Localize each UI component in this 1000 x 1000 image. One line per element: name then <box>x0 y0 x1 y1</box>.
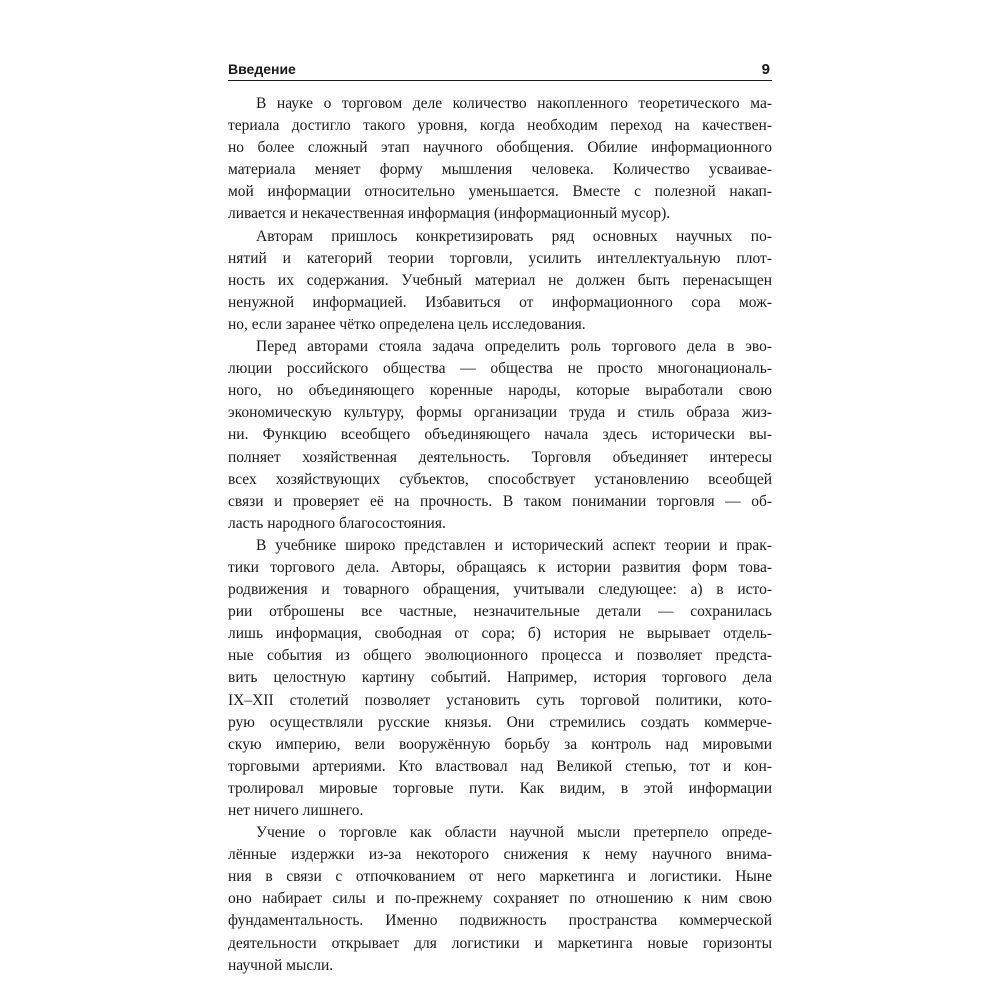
text-line: научной мысли. <box>228 956 334 974</box>
text-line: тролировал мировые торговые пути. Как видим, в этой информации <box>228 779 772 797</box>
text-line: Авторам пришлось конкретизировать ряд основных научных по- <box>256 227 772 245</box>
text-line: но более сложный этап научного обобщения. Обилие информационного <box>228 139 772 157</box>
text-line: торговыми артериями. Кто властвовал над Великой степью, тот и кон- <box>228 757 772 775</box>
text-line: мой информации относительно уменьшается. Вместе с полезной накап- <box>228 183 772 201</box>
paragraph <box>228 822 772 977</box>
text-line: экономическую культуру, формы организации труда и стиль образа жиз- <box>228 404 772 422</box>
text-line: ненужной информацией. Избавиться от информационного сора мож- <box>228 293 772 311</box>
text-line: нет ничего лишнего. <box>228 802 364 819</box>
text-line: ливается и некачественная информация (информационный мусор). <box>228 205 671 223</box>
text-line: ни. Функцию всеобщего объединяющего начала здесь исторически вы- <box>228 426 772 444</box>
text-line: родвижения и товарного обращения, учитывали следующее: а) в исто- <box>228 581 772 599</box>
paragraph <box>228 535 772 822</box>
text-line: нятий и категорий теории торговли, усилить интеллектуальную плот- <box>228 249 772 267</box>
paragraph <box>228 226 772 336</box>
text-line: фундаментальность. Именно подвижность пространства коммерческой <box>228 912 772 930</box>
text-line: ния в связи с отпочкованием от него маркетинга и логистики. Ныне <box>228 868 772 886</box>
text-line: деятельности открывает для логистики и маркетинга новые горизонты <box>228 934 772 952</box>
paragraph <box>228 93 772 226</box>
text-line: всех хозяйствующих субъектов, способствует установлению всеобщей <box>228 470 772 488</box>
text-line: рии отброшены все частные, незначительные детали — сохранилась <box>228 603 772 621</box>
text-line: ность их содержания. Учебный материал не должен быть перенасыщен <box>228 271 772 289</box>
text-line: ного, но объединяющего коренные народы, которые выработали свою <box>228 382 772 400</box>
text-line: рую осуществляли русские князья. Они стремились создать коммерче- <box>228 713 772 731</box>
section-title: Введение <box>228 61 296 77</box>
text-line: но, если заранее чётко определена цель исследования. <box>228 315 586 333</box>
text-line: В учебнике широко представлен и исторический аспект теории и прак- <box>256 536 772 554</box>
text-line: люции российского общества — общества не просто многонациональ- <box>228 360 772 378</box>
text-line: Перед авторами стояла задача определить роль торгового дела в эво- <box>256 338 772 356</box>
text-line: вить целостную картину событий. Например, история торгового дела <box>228 669 772 687</box>
text-line: В науке о торговом деле количество накопленного теоретического ма- <box>256 95 772 112</box>
text-line: тики торгового дела. Авторы, обращаясь к истории развития форм това- <box>228 558 772 576</box>
text-line: материала меняет форму мышления человека. Количество усваивае- <box>228 161 772 179</box>
text-line: Учение о торговле как области научной мысли претерпело опреде- <box>256 824 772 842</box>
paragraph <box>228 336 772 535</box>
text-line: оно набирает силы и по-прежнему сохраняет по отношению к ним свою <box>228 890 772 908</box>
text-line: лённые издержки из-за некоторого снижения к нему научного внима- <box>228 846 772 864</box>
text-line: полняет хозяйственная деятельность. Торговля объединяет интересы <box>228 448 772 466</box>
text-line: ные события из общего эволюционного процесса и позволяет предста- <box>228 647 772 665</box>
text-line: скую империю, вели вооружённую борьбу за контроль над мировыми <box>228 735 772 753</box>
running-header <box>228 58 772 81</box>
text-line: связи и проверяет её на прочность. В таком понимании торговля — об- <box>228 492 772 510</box>
page-number: 9 <box>761 61 770 78</box>
body-text <box>228 93 772 977</box>
text-line: териала достигло такого уровня, когда необходим переход на качествен- <box>228 117 772 135</box>
text-line: IX–XII столетий позволяет установить суть торговой политики, кото- <box>228 691 772 709</box>
text-line: лишь информация, свободная от сора; б) история не вырывает отдель- <box>228 625 772 643</box>
text-line: ласть народного благосостояния. <box>228 514 446 532</box>
